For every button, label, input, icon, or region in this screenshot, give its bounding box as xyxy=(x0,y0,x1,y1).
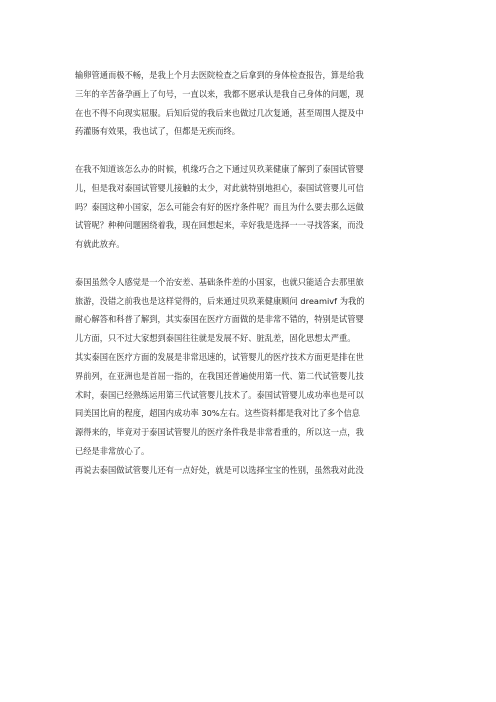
text-line: 吗？泰国这种小国家，怎么可能会有好的医疗条件呢？而且为什么要去那么远做 xyxy=(75,201,364,212)
text-line: 有就此放弃。 xyxy=(75,239,125,250)
text-line: 输卵管通而极不畅，是我上个月去医院检查之后拿到的身体检查报告，算是给我 xyxy=(75,70,364,80)
text-line: 旅游，没错之前我也是这样觉得的，后来通过贝玖莱健康顾问 dreamivf 为我的 xyxy=(75,295,365,306)
text-line: 耐心解答和科普了解到，其实泰国在医疗方面做的是非常不错的，特别是试管婴 xyxy=(75,314,364,325)
text-line: 三年的辛苦备孕画上了句号，一直以来，我都不愿承认是我自己身体的问题，现 xyxy=(75,88,364,99)
text-line: 药灌肠有效果，我也试了，但都是无疾而终。 xyxy=(75,126,240,137)
paragraph-5 xyxy=(75,461,427,480)
paragraph-1 xyxy=(75,66,427,141)
paragraph-3 xyxy=(75,273,427,348)
paragraph-4 xyxy=(75,348,427,461)
text-line: 源得来的，毕竟对于泰国试管婴儿的医疗条件我是非常看重的，所以这一点，我 xyxy=(75,427,364,438)
text-line: 同美国比肩的程度，超国内成功率 30%左右。这些资料都是我对比了多个信息 xyxy=(75,408,360,419)
paragraph-gap xyxy=(75,254,427,273)
text-line: 再说去泰国做试管婴儿还有一点好处，就是可以选择宝宝的性别，虽然我对此没 xyxy=(75,464,364,475)
paragraph-2 xyxy=(75,160,427,254)
paragraph-gap xyxy=(75,141,427,160)
text-line: 术时，泰国已经熟练运用第三代试管婴儿技术了。泰国试管婴儿成功率也是可以 xyxy=(75,389,364,400)
text-line: 试管呢？种种问题困绕着我，现在回想起来，幸好我是选择一一寻找答案，而没 xyxy=(75,220,364,231)
text-line: 儿方面，只不过大家想到泰国往往就是发展不好、脏乱差，固化思想太严重。 xyxy=(75,333,356,344)
text-line: 在我不知道该怎么办的时候，机缘巧合之下通过贝玖莱健康了解到了泰国试管婴 xyxy=(75,163,364,174)
text-line: 其实泰国在医疗方面的发展是非常迅速的，试管婴儿的医疗技术方面更是排在世 xyxy=(75,351,364,362)
text-line: 已经是非常放心了。 xyxy=(75,445,150,456)
text-line: 泰国虽然令人感觉是一个治安差、基础条件差的小国家，也就只能适合去那里旅 xyxy=(75,276,364,287)
text-line: 儿，但是我对泰国试管婴儿接触的太少，对此就特别地担心，泰国试管婴儿可信 xyxy=(75,182,364,193)
document-body xyxy=(75,66,427,480)
text-line: 在也不得不向现实屈服。后知后觉的我后来也做过几次复通，甚至周围人提及中 xyxy=(75,107,364,118)
text-line: 界前列，在亚洲也是首屈一指的，在我国还普遍使用第一代、第二代试管婴儿技 xyxy=(75,370,364,381)
